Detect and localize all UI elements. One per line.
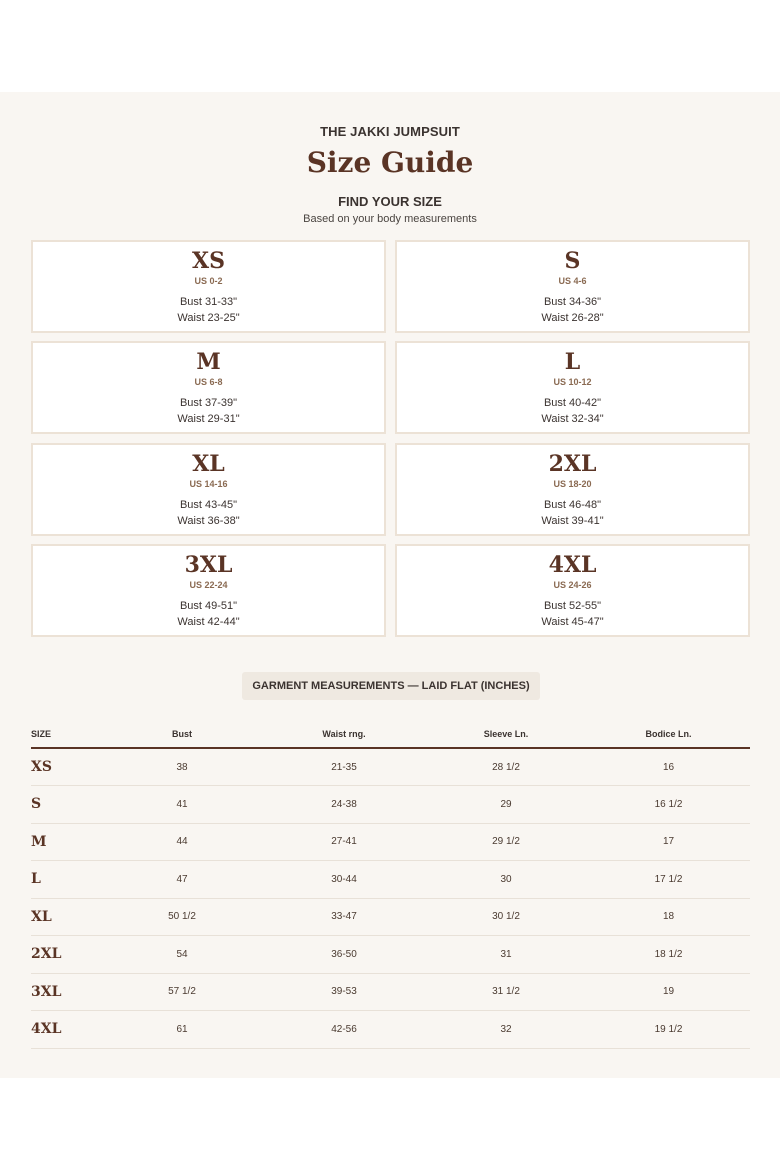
find-size-subtitle: Based on your body measurements [303, 213, 477, 225]
table-cell-bust: 61 [101, 1011, 263, 1049]
table-row [31, 898, 750, 936]
size-card-bust: Bust 52-55" [543, 600, 602, 612]
table-cell-waist: 33-47 [263, 898, 425, 936]
table-cell-bodice: 19 [587, 973, 750, 1011]
table-cell-bust: 47 [101, 861, 263, 899]
table-cell-waist: 36-50 [263, 936, 425, 974]
size-card-us: US 22-24 [189, 580, 228, 590]
size-card-4xl [395, 544, 750, 637]
column-header-waist: Waist rng. [263, 720, 425, 748]
table-header-row [31, 720, 750, 748]
table-cell-size: S [31, 786, 101, 824]
size-card-waist: Waist 36-38" [177, 515, 240, 527]
size-card-code: 4XL [548, 552, 597, 578]
table-cell-bodice: 19 1/2 [587, 1011, 750, 1049]
table-cell-sleeve: 29 [425, 786, 587, 824]
size-card-code: S [564, 248, 581, 274]
size-card-bust: Bust 37-39" [179, 397, 238, 409]
table-row [31, 861, 750, 899]
size-card-xl [31, 443, 386, 536]
size-card-bust: Bust 31-33" [179, 296, 238, 308]
size-card-bust: Bust 34-36" [543, 296, 602, 308]
size-card-us: US 0-2 [194, 276, 223, 286]
table-cell-size: XS [31, 748, 101, 786]
size-guide-panel [0, 92, 780, 1078]
table-cell-size: XL [31, 898, 101, 936]
size-card-us: US 18-20 [553, 479, 592, 489]
product-name: THE JAKKI JUMPSUIT [320, 124, 460, 139]
size-card-m [31, 341, 386, 434]
column-header-size: SIZE [31, 720, 101, 748]
find-size-heading: FIND YOUR SIZE [338, 194, 442, 209]
column-header-bodice: Bodice Ln. [587, 720, 750, 748]
table-cell-waist: 42-56 [263, 1011, 425, 1049]
table-cell-bust: 57 1/2 [101, 973, 263, 1011]
table-cell-bodice: 17 1/2 [587, 861, 750, 899]
table-cell-waist: 21-35 [263, 748, 425, 786]
table-cell-sleeve: 31 [425, 936, 587, 974]
table-row [31, 748, 750, 786]
table-cell-waist: 39-53 [263, 973, 425, 1011]
column-header-bust: Bust [101, 720, 263, 748]
table-cell-bodice: 17 [587, 823, 750, 861]
size-card-bust: Bust 43-45" [179, 499, 238, 511]
size-card-us: US 10-12 [553, 377, 592, 387]
table-cell-sleeve: 30 1/2 [425, 898, 587, 936]
size-card-code: XL [192, 451, 225, 477]
table-cell-bodice: 18 1/2 [587, 936, 750, 974]
size-card-bust: Bust 49-51" [179, 600, 238, 612]
size-card-2xl [395, 443, 750, 536]
table-cell-waist: 27-41 [263, 823, 425, 861]
size-card-us: US 4-6 [558, 276, 587, 286]
size-card-waist: Waist 45-47" [541, 616, 604, 628]
size-card-us: US 6-8 [194, 377, 223, 387]
table-row [31, 973, 750, 1011]
table-cell-bust: 44 [101, 823, 263, 861]
table-cell-bodice: 18 [587, 898, 750, 936]
size-card-us: US 14-16 [189, 479, 228, 489]
column-header-sleeve: Sleeve Ln. [425, 720, 587, 748]
size-card-code: XS [192, 248, 225, 274]
table-cell-sleeve: 31 1/2 [425, 973, 587, 1011]
page-title: Size Guide [306, 146, 474, 179]
size-card-us: US 24-26 [553, 580, 592, 590]
table-cell-bodice: 16 1/2 [587, 786, 750, 824]
size-card-bust: Bust 46-48" [543, 499, 602, 511]
table-cell-size: 2XL [31, 936, 101, 974]
size-card-bust: Bust 40-42" [543, 397, 602, 409]
size-card-xs [31, 240, 386, 333]
table-cell-waist: 30-44 [263, 861, 425, 899]
table-cell-bust: 41 [101, 786, 263, 824]
table-row [31, 1011, 750, 1049]
size-card-waist: Waist 32-34" [541, 413, 604, 425]
size-card-code: M [196, 349, 221, 375]
size-card-waist: Waist 26-28" [541, 312, 604, 324]
table-cell-bust: 50 1/2 [101, 898, 263, 936]
table-cell-bodice: 16 [587, 748, 750, 786]
size-card-code: L [564, 349, 581, 375]
size-card-waist: Waist 42-44" [177, 616, 240, 628]
table-cell-size: M [31, 823, 101, 861]
table-cell-sleeve: 29 1/2 [425, 823, 587, 861]
size-card-waist: Waist 29-31" [177, 413, 240, 425]
size-card-code: 2XL [548, 451, 597, 477]
garment-measurements-badge: GARMENT MEASUREMENTS — LAID FLAT (INCHES) [242, 672, 540, 700]
size-card-3xl [31, 544, 386, 637]
table-cell-waist: 24-38 [263, 786, 425, 824]
size-card-s [395, 240, 750, 333]
table-row [31, 936, 750, 974]
table-cell-size: L [31, 861, 101, 899]
size-card-code: 3XL [184, 552, 233, 578]
table-cell-sleeve: 28 1/2 [425, 748, 587, 786]
table-row [31, 786, 750, 824]
table-cell-sleeve: 32 [425, 1011, 587, 1049]
size-card-l [395, 341, 750, 434]
garment-measurements-table [31, 720, 750, 1049]
table-cell-bust: 54 [101, 936, 263, 974]
table-cell-size: 4XL [31, 1011, 101, 1049]
table-row [31, 823, 750, 861]
size-card-waist: Waist 23-25" [177, 312, 240, 324]
size-card-waist: Waist 39-41" [541, 515, 604, 527]
table-cell-bust: 38 [101, 748, 263, 786]
table-cell-sleeve: 30 [425, 861, 587, 899]
table-cell-size: 3XL [31, 973, 101, 1011]
